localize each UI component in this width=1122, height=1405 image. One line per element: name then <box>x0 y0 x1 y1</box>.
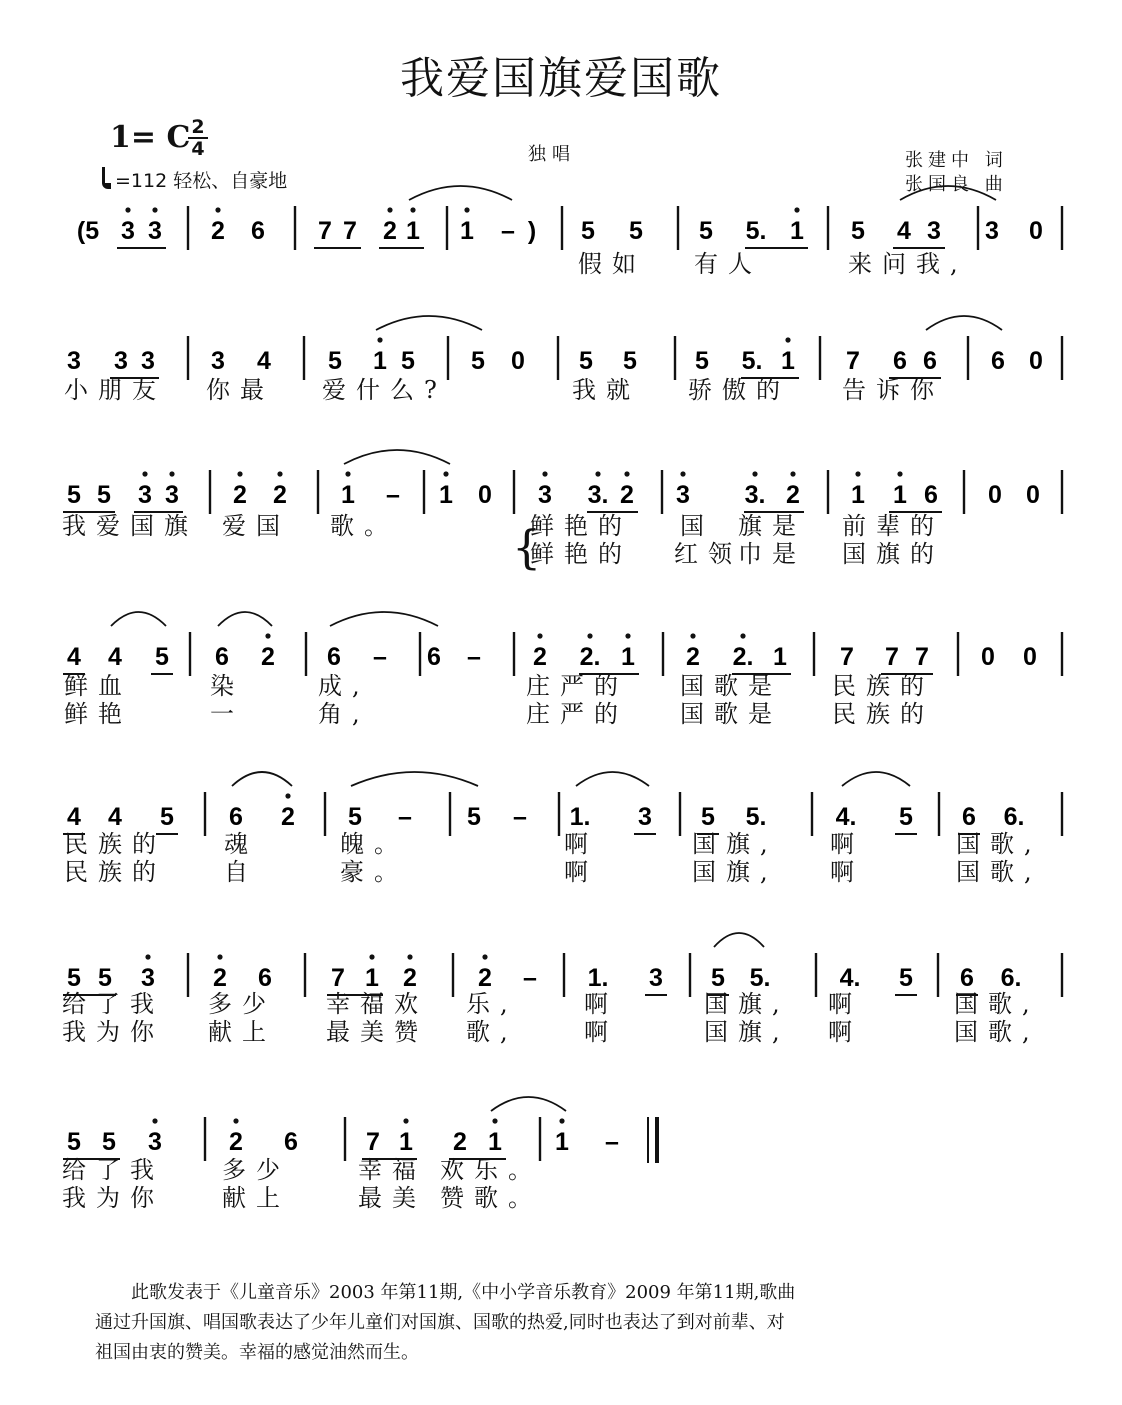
score-note: 6 <box>229 803 243 831</box>
lyric-word: 我为你 <box>62 1184 164 1212</box>
score-note: 5 <box>695 347 709 375</box>
lyric-word: 巾是 <box>738 540 806 568</box>
score-note: 6 <box>962 803 976 831</box>
lyric-word: 啊 <box>584 1018 618 1046</box>
key-signature: 1= C <box>110 120 191 155</box>
octave-dot <box>387 207 392 212</box>
octave-dot <box>125 207 130 212</box>
score-note: 1 <box>399 1128 413 1156</box>
score-note: 3 <box>927 217 941 245</box>
octave-dot <box>464 207 469 212</box>
score-note: 5. <box>741 347 763 375</box>
lyric-word: 国旗, <box>704 1018 790 1046</box>
score-note: 5 <box>67 1128 81 1156</box>
score-note: 3 <box>676 481 690 509</box>
lyric-word: 国歌, <box>954 990 1040 1018</box>
lyric-word: 国 <box>680 512 714 540</box>
score-note: 0 <box>1029 217 1043 245</box>
octave-dot <box>403 1118 408 1123</box>
lyric-word: 一 <box>210 700 244 728</box>
verse-brace: { <box>512 520 542 574</box>
score-note: 3 <box>141 964 155 992</box>
score-note: 5 <box>579 347 593 375</box>
score-note: 6 <box>284 1128 298 1156</box>
slur <box>218 612 272 626</box>
score-note: 0 <box>478 481 492 509</box>
footnote-line: 祖国由衷的赞美。幸福的感觉油然而生。 <box>95 1342 419 1363</box>
score-note: 5 <box>581 217 595 245</box>
slur <box>842 772 910 786</box>
score-note: 6 <box>215 643 229 671</box>
score-note: 7 <box>366 1128 380 1156</box>
octave-dot <box>752 471 757 476</box>
score-note: 5 <box>701 803 715 831</box>
octave-dot <box>794 207 799 212</box>
slur <box>409 186 512 200</box>
score-note: 6 <box>991 347 1005 375</box>
score-note: 1 <box>790 217 804 245</box>
score-note: – <box>467 643 481 671</box>
lyric-word: 魂 <box>224 830 258 858</box>
lyric-word: 多少 <box>208 990 276 1018</box>
score-note: 6. <box>1003 803 1025 831</box>
score-note: 5 <box>471 347 485 375</box>
score-note: 2 <box>213 964 227 992</box>
lyric-word: 幸福 <box>358 1156 426 1184</box>
lyric-word: 啊 <box>564 830 598 858</box>
lyric-word: 爱国 <box>222 512 290 540</box>
lyric-word: 告诉你 <box>842 376 944 404</box>
lyric-word: 来问我, <box>848 250 968 278</box>
score-note: 3 <box>148 217 162 245</box>
lyric-word: 歌。 <box>330 512 398 540</box>
score-note: 1 <box>365 964 379 992</box>
octave-dot <box>233 1118 238 1123</box>
lyric-word: 庄严的 <box>526 672 628 700</box>
lyric-word: 有人 <box>694 250 762 278</box>
score-note: 5 <box>155 643 169 671</box>
lyric-word: 国旗, <box>704 990 790 1018</box>
octave-dot <box>407 954 412 959</box>
score-note: 1 <box>781 347 795 375</box>
score-note: 6 <box>251 217 265 245</box>
lyric-word: 啊 <box>828 990 862 1018</box>
score-note: 5 <box>67 964 81 992</box>
lyric-word: 爱什么? <box>322 376 447 404</box>
score-note: 5 <box>97 481 111 509</box>
lyric-word: 献上 <box>208 1018 276 1046</box>
score-note: 3 <box>638 803 652 831</box>
score-note: 3 <box>114 347 128 375</box>
slur <box>376 316 482 330</box>
octave-dot <box>855 471 860 476</box>
lyric-word: 自 <box>224 858 258 886</box>
lyric-word: 给了我 <box>62 1156 164 1184</box>
score-note: 2 <box>620 481 634 509</box>
score-note: 2 <box>233 481 247 509</box>
footnote <box>95 1278 1035 1368</box>
tempo-text: =112 轻松、自豪地 <box>115 170 288 192</box>
lyric-word: 多少 <box>222 1156 290 1184</box>
lyric-word: 骄傲的 <box>688 376 790 404</box>
lyric-word: 染 <box>210 672 244 700</box>
lyric-word: 啊 <box>830 830 864 858</box>
lyric-word: 啊 <box>564 858 598 886</box>
octave-dot <box>277 471 282 476</box>
score-note: 2 <box>403 964 417 992</box>
score-note: 2. <box>732 643 754 671</box>
octave-dot <box>369 954 374 959</box>
lyric-word: 国歌是 <box>680 672 782 700</box>
score-note: (5 <box>76 217 100 245</box>
lyric-word: 旗是 <box>738 512 806 540</box>
score-note: 7 <box>318 217 332 245</box>
lyric-word: 我爱国旗 <box>62 512 198 540</box>
slur <box>344 450 450 464</box>
score-note: – <box>605 1128 619 1156</box>
octave-dot <box>624 471 629 476</box>
score-note: 3 <box>141 347 155 375</box>
lyric-word: 庄严的 <box>526 700 628 728</box>
octave-dot <box>492 1118 497 1123</box>
time-signature-top: 2 <box>191 116 205 138</box>
lyric-word: 红领 <box>674 540 742 568</box>
octave-dot <box>559 1118 564 1123</box>
score-note: 3 <box>121 217 135 245</box>
score-note: 5 <box>348 803 362 831</box>
octave-dot <box>152 1118 157 1123</box>
slur <box>351 772 478 786</box>
slur <box>926 316 1002 330</box>
score-note: 2 <box>686 643 700 671</box>
song-title: 我爱国旗爱国歌 <box>400 53 722 104</box>
score-note: 2 <box>786 481 800 509</box>
score-note: 6 <box>258 964 272 992</box>
score-note: 2 <box>478 964 492 992</box>
score-note: 5 <box>623 347 637 375</box>
score-note: 1. <box>587 964 609 992</box>
score-note: 2 <box>211 217 225 245</box>
composer-credit: 张国良 曲 <box>905 174 1008 195</box>
score-note: 2 <box>281 803 295 831</box>
score-note: – <box>501 217 515 245</box>
lyric-word: 豪。 <box>340 858 408 886</box>
score-note: 6 <box>960 964 974 992</box>
slur <box>330 612 438 626</box>
lyric-word: 最美赞 <box>326 1018 428 1046</box>
lyric-word: 国歌是 <box>680 700 782 728</box>
octave-dot <box>142 471 147 476</box>
score-note: 5 <box>328 347 342 375</box>
lyric-word: 乐, <box>466 990 518 1018</box>
lyric-word: 献上 <box>222 1184 290 1212</box>
score-note: 0 <box>981 643 995 671</box>
lyric-word: 赞歌。 <box>440 1184 542 1212</box>
score-note: 4 <box>108 803 122 831</box>
score-note: 5 <box>711 964 725 992</box>
lyric-word: 欢乐。 <box>440 1156 542 1184</box>
score-note: 6. <box>1000 964 1022 992</box>
score-note: 3 <box>138 481 152 509</box>
octave-dot <box>237 471 242 476</box>
octave-dot <box>542 471 547 476</box>
slur <box>491 1097 566 1111</box>
score-note: – <box>523 964 537 992</box>
lyric-word: 民族的 <box>832 700 934 728</box>
score-note: 2 <box>533 643 547 671</box>
lyric-word: 鲜艳 <box>64 700 132 728</box>
score-note: 0 <box>511 347 525 375</box>
score-note: 5 <box>401 347 415 375</box>
lyric-word: 前辈的 <box>842 512 944 540</box>
score-note: 5 <box>699 217 713 245</box>
score-note: ) <box>527 217 537 245</box>
lyric-word: 啊 <box>584 990 618 1018</box>
score-note: 2. <box>579 643 601 671</box>
score-note: 3 <box>649 964 663 992</box>
score-note: – <box>386 481 400 509</box>
octave-dot <box>169 471 174 476</box>
octave-dot <box>265 633 270 638</box>
score-note: 1 <box>488 1128 502 1156</box>
score-note: 4. <box>839 964 861 992</box>
score-note: 3 <box>148 1128 162 1156</box>
score-note: 3 <box>67 347 81 375</box>
score-note: 4 <box>67 803 81 831</box>
lyric-word: 鲜艳的 <box>530 512 632 540</box>
score-note: 4 <box>108 643 122 671</box>
score-note: 6 <box>923 347 937 375</box>
score-note: 7 <box>915 643 929 671</box>
lyric-word: 国旗, <box>692 858 778 886</box>
score-note: 0 <box>1029 347 1043 375</box>
score-note: 3. <box>587 481 609 509</box>
score-note: 3 <box>538 481 552 509</box>
score-note: 1 <box>893 481 907 509</box>
score-note: 1 <box>851 481 865 509</box>
lyric-word: 你最 <box>206 376 274 404</box>
score-note: – <box>373 643 387 671</box>
octave-dot <box>152 207 157 212</box>
score-note: 5 <box>629 217 643 245</box>
slur <box>714 933 764 947</box>
lyric-word: 角, <box>318 700 370 728</box>
score-note: 7 <box>885 643 899 671</box>
lyric-word: 国歌, <box>956 830 1042 858</box>
score-note: 5 <box>67 481 81 509</box>
score-note: 1 <box>341 481 355 509</box>
score-note: 1. <box>569 803 591 831</box>
slur <box>111 612 166 626</box>
score-note: 3 <box>165 481 179 509</box>
score-note: 1 <box>621 643 635 671</box>
slur <box>232 772 292 786</box>
lyric-word: 我为你 <box>62 1018 164 1046</box>
lyric-word: 成, <box>318 672 370 700</box>
slur <box>900 186 996 200</box>
octave-dot <box>215 207 220 212</box>
score-note: 2 <box>261 643 275 671</box>
score-note: 5 <box>899 964 913 992</box>
score-note: 2 <box>229 1128 243 1156</box>
lyric-word: 民族的 <box>832 672 934 700</box>
score-note: 4 <box>67 643 81 671</box>
score-note: 5 <box>160 803 174 831</box>
score-note: 0 <box>1026 481 1040 509</box>
score-note: 7 <box>840 643 854 671</box>
score-note: 5 <box>98 964 112 992</box>
lyric-word: 最美 <box>358 1184 426 1212</box>
score-note: 5 <box>467 803 481 831</box>
lyric-word: 小朋友 <box>64 376 166 404</box>
score-note: 2 <box>383 217 397 245</box>
score-note: 6 <box>327 643 341 671</box>
footnote-line: 此歌发表于《儿童音乐》2003 年第11期,《中小学音乐教育》2009 年第11期,歌曲 <box>131 1282 796 1303</box>
score-note: 7 <box>343 217 357 245</box>
octave-dot <box>785 337 790 342</box>
lyric-word: 鲜艳的 <box>530 540 632 568</box>
octave-dot <box>740 633 745 638</box>
score-note: 6 <box>924 481 938 509</box>
score-note: 1 <box>555 1128 569 1156</box>
score-note: 2 <box>273 481 287 509</box>
score-note: 6 <box>427 643 441 671</box>
score-note: 3. <box>744 481 766 509</box>
score-note: 5 <box>899 803 913 831</box>
lyric-word: 民族的 <box>64 830 166 858</box>
octave-dot <box>595 471 600 476</box>
octave-dot <box>145 954 150 959</box>
lyric-word: 啊 <box>830 858 864 886</box>
lyricist-credit: 张建中 词 <box>905 150 1008 171</box>
lyric-word: 我就 <box>572 376 640 404</box>
score-note: 5 <box>851 217 865 245</box>
score-note: 1 <box>373 347 387 375</box>
score-note: 1 <box>439 481 453 509</box>
lyric-word: 魄。 <box>340 830 408 858</box>
octave-dot <box>680 471 685 476</box>
slur <box>576 772 649 786</box>
score-note: – <box>398 803 412 831</box>
score-note: – <box>513 803 527 831</box>
octave-dot <box>897 471 902 476</box>
score-note: 3 <box>211 347 225 375</box>
octave-dot <box>790 471 795 476</box>
score-note: 5. <box>745 803 767 831</box>
octave-dot <box>217 954 222 959</box>
octave-dot <box>690 633 695 638</box>
octave-dot <box>377 337 382 342</box>
score-note: 7 <box>846 347 860 375</box>
lyric-word: 国旗的 <box>842 540 944 568</box>
octave-dot <box>410 207 415 212</box>
score-note: 6 <box>893 347 907 375</box>
score-note: 4. <box>835 803 857 831</box>
score-note: 5. <box>749 964 771 992</box>
score-note: 0 <box>988 481 1002 509</box>
score-note: 1 <box>773 643 787 671</box>
octave-dot <box>443 471 448 476</box>
score-note: 1 <box>406 217 420 245</box>
score-note: 2 <box>453 1128 467 1156</box>
lyric-word: 民族的 <box>64 858 166 886</box>
score-note: 5 <box>102 1128 116 1156</box>
time-signature-bottom: 4 <box>191 138 205 160</box>
score-note: 3 <box>985 217 999 245</box>
octave-dot <box>587 633 592 638</box>
lyric-word: 鲜血 <box>64 672 132 700</box>
score-note: 7 <box>331 964 345 992</box>
score-note: 5. <box>745 217 767 245</box>
footnote-line: 通过升国旗、唱国歌表达了少年儿童们对国旗、国歌的热爱,同时也表达了到对前辈、对 <box>95 1312 785 1333</box>
lyric-word: 国歌, <box>954 1018 1040 1046</box>
lyric-word: 国歌, <box>956 858 1042 886</box>
lyric-word: 歌, <box>466 1018 518 1046</box>
octave-dot <box>482 954 487 959</box>
score-note: 0 <box>1023 643 1037 671</box>
lyric-word: 啊 <box>828 1018 862 1046</box>
lyric-word: 幸福欢 <box>326 990 428 1018</box>
lyric-word: 假如 <box>578 250 646 278</box>
lyric-word: 国旗, <box>692 830 778 858</box>
octave-dot <box>625 633 630 638</box>
score-note: 4 <box>257 347 271 375</box>
octave-dot <box>285 793 290 798</box>
score-note: 1 <box>460 217 474 245</box>
octave-dot <box>537 633 542 638</box>
octave-dot <box>345 471 350 476</box>
performance-type: 独唱 <box>528 144 576 165</box>
lyric-word: 给了我 <box>62 990 164 1018</box>
score-note: 4 <box>897 217 911 245</box>
